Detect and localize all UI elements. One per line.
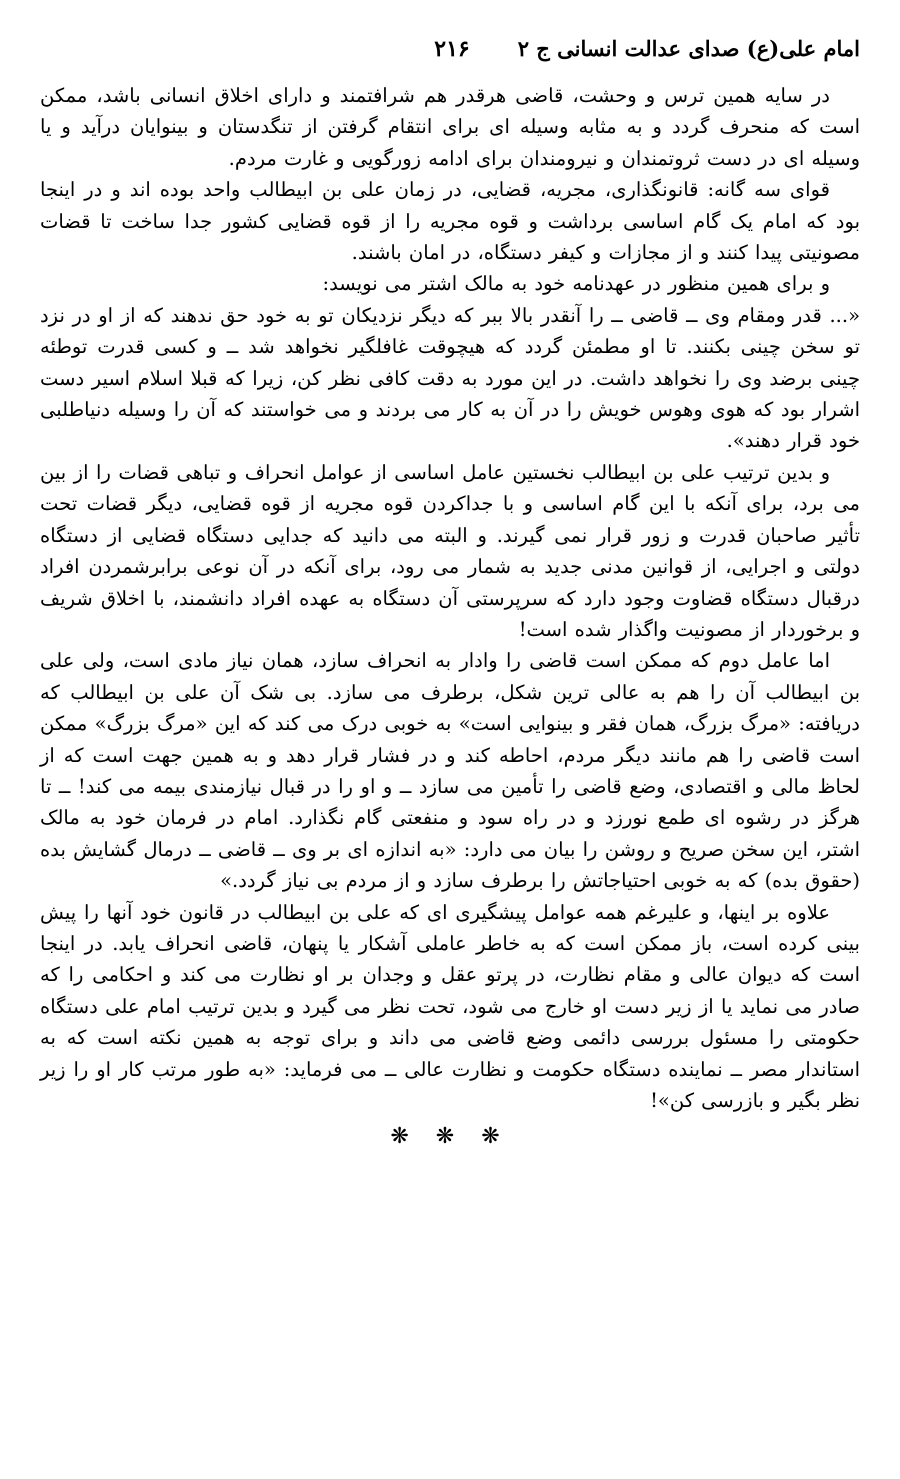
book-page <box>40 34 860 1152</box>
paragraph-5: و بدین ترتیب علی بن ابیطالب نخستین عامل اساسی از عوامل انحراف و تباهی قضات را از بین می برد، برای آنکه با این گام اساسی و با جداکردن قوه مجریه از قوه قضایی، دیگر قضات تحت تأثیر صاحبان قدرت و زور قرار نمی گیرند. و البته می دانید که جدایی دستگاه قضایی از دستگاه دولتی و اجرایی، از قوانین مدنی جدید به شمار می رود، برای آنکه در آن نوعی برابرشمردن افراد درقبال دستگاه قضاوت وجود دارد که سرپرستی آن دستگاه به عهده افراد دانشمند، با اخلاق شریف و برخوردار از مصونیت واگذار شده است! <box>40 460 860 641</box>
page-number: ۲۱۶ <box>434 36 470 62</box>
book-title: امام علی(ع) صدای عدالت انسانی ج ۲ <box>517 36 860 61</box>
paragraph-1: در سایه همین ترس و وحشت، قاضی هرقدر هم شرافتمند و دارای اخلاق انسانی باشد، ممکن است که منحرف گردد و به مثابه وسیله ای برای انتقام گرفتن از تنگدستان و بینوایان درآید و یا وسیله ای در دست ثروتمندان و نیرومندان برای ادامه زورگویی و غارت مردم. <box>40 84 860 170</box>
running-header <box>40 34 860 64</box>
section-ornament: ❋ ❋ ❋ <box>390 1124 510 1150</box>
paragraph-3: و برای همین منظور در عهدنامه خود به مالک اشتر می نویسد: <box>322 272 830 296</box>
paragraph-2: قوای سه گانه: قانونگذاری، مجریه، قضایی، در زمان علی بن ابیطالب واحد بوده اند و در اینجا بود که امام یک گام اساسی برداشت و قوه مجریه را از قوه قضایی کشور جدا ساخت تا قضات مصونیتی پیدا کنند و از مجازات و کیفر دستگاه، در امان باشند. <box>40 178 860 265</box>
quote-paragraph: «... قدر ومقام وی ــ قاضی ــ را آنقدر بالا ببر که دیگر نزدیکان تو به خود حق ندهند که از او در نزد تو سخن چینی بکنند. تا او مطمئن گردد که هیچوقت غافلگیر نخواهد شد ــ و کسی قدرت توطئه چینی برضد وی را نخواهد داشت. در این مورد به دقت کافی نظر کن، زیرا که قبلا اسلام اسیر دست اشرار بود که هوی وهوس خویش را در آن به کار می بردند و می خواستند که آن را وسیله دنیاطلبی خود قرار دهند». <box>40 303 860 453</box>
body-text <box>40 80 860 1116</box>
paragraph-6: اما عامل دوم که ممکن است قاضی را وادار به انحراف سازد، همان نیاز مادی است، ولی علی بن ابیطالب آن را هم به عالی ترین شکل، برطرف می سازد. بی شک آن علی بن ابیطالب که دریافته: «مرگ بزرگ، همان فقر و بینوایی است» به خوبی درک می کند که این «مرگ بزرگ» ممکن است قاضی را هم مانند دیگر مردم، احاطه کند و در فشار قرار دهد و به همین جهت است که از لحاظ مالی و اقتصادی، وضع قاضی را تأمین می سازد ــ و او را در قبال نیازمندی بیمه می کند! ــ تا هرگز در رشوه ای طمع نورزد و در راه سود و منفعتی گام نگذارد. امام در فرمان خود به مالک اشتر، این سخن صریح و روشن را بیان می دارد: «به اندازه ای بر وی ــ قاضی ــ درمال گشایش بده (حقوق بده) که به خوبی احتیاجاتش را برطرف سازد و از مردم بی نیاز گردد.» <box>40 649 860 893</box>
paragraph-7: علاوه بر اینها، و علیرغم همه عوامل پیشگیری ای که علی بن ابیطالب در قانون خود آنها را پیش بینی کرده است، باز ممکن است که به خاطر عاملی آشکار یا پنهان، قاضی انحراف یابد. در اینجا است که دیوان عالی و مقام نظارت، در پرتو عقل و وجدان بر او نظارت می کند و احکامی را که صادر می نماید یا از زیر دست او خارج می شود، تحت نظر می گیرد و بدین ترتیب امام علی دستگاه حکومتی را مسئول بررسی دائمی وضع قاضی می داند و برای توجه به همین نکته است که به استاندار مصر ــ نماینده دستگاه حکومت و نظارت عالی ــ می فرماید: «به طور مرتب کار او را زیر نظر بگیر و بازرسی کن»! <box>40 900 860 1112</box>
